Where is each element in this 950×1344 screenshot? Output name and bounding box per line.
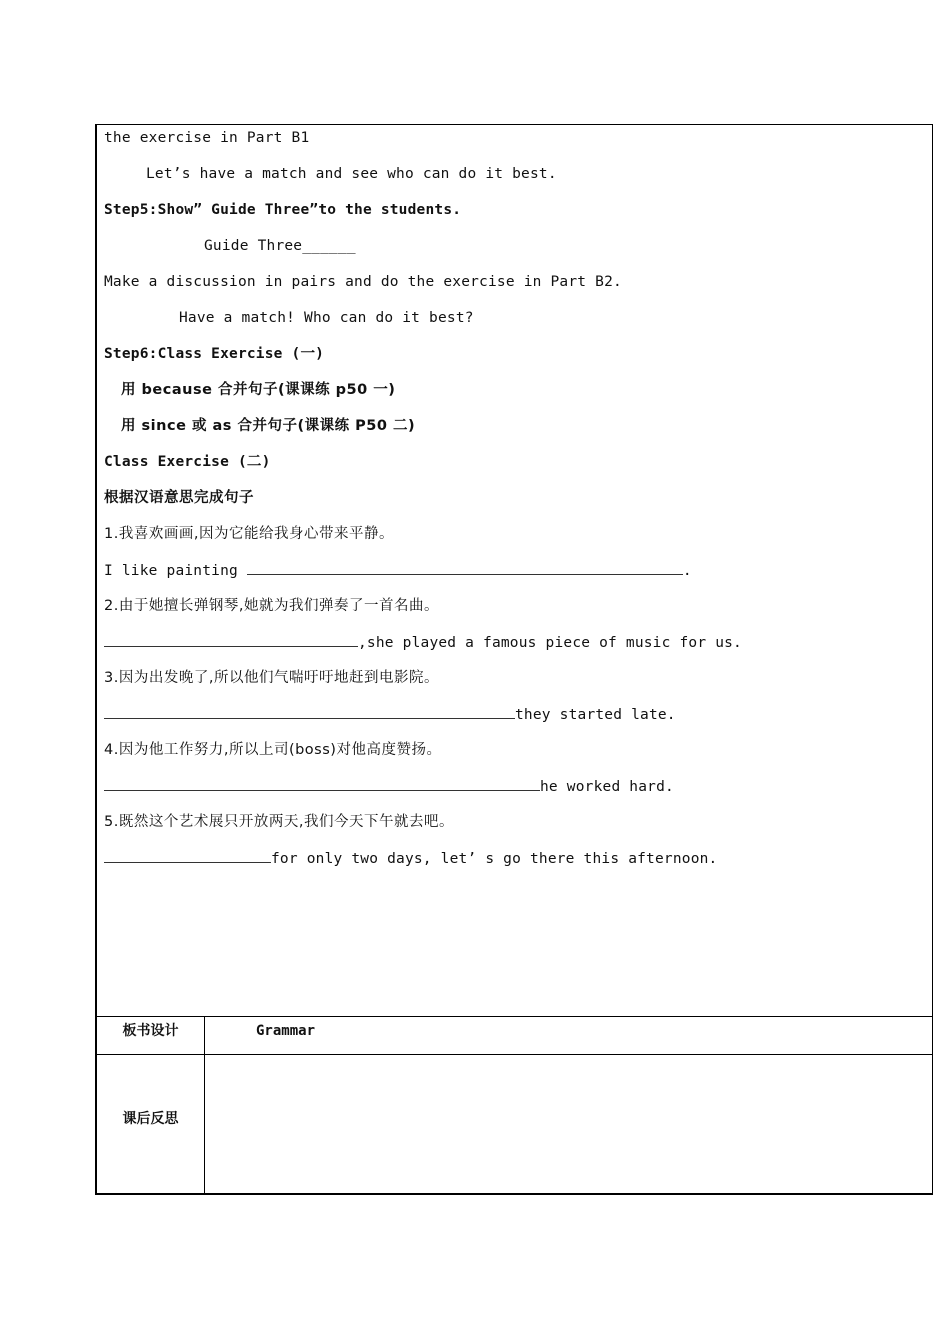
exercise-1-suffix: . xyxy=(682,563,692,579)
exercise-5-chinese: 5.既然这个艺术展只开放两天,我们今天下午就去吧。 xyxy=(104,814,454,830)
exercise-2-suffix: ,she played a famous piece of music for us. xyxy=(358,635,742,651)
exercise-3-english xyxy=(104,704,676,725)
exercise-3-blank[interactable] xyxy=(104,704,515,719)
bottom-table-column-divider xyxy=(204,1016,205,1194)
because-instruction: 用 because 合并句子(课课练 p50 一) xyxy=(121,382,396,398)
step5-heading: Step5:Show” Guide Three”to the students. xyxy=(104,202,462,218)
text-line-match: Let’s have a match and see who can do it best. xyxy=(146,166,557,182)
exercise-3-chinese: 3.因为出发晚了,所以他们气喘吁吁地赶到电影院。 xyxy=(104,670,439,686)
reflection-value[interactable] xyxy=(216,1064,916,1184)
exercise-4-blank[interactable] xyxy=(104,776,540,791)
text-line-discussion: Make a discussion in pairs and do the exercise in Part B2. xyxy=(104,274,622,290)
exercise-1-chinese: 1.我喜欢画画,因为它能给我身心带来平静。 xyxy=(104,526,394,542)
exercise-1-prefix: I like painting xyxy=(104,563,247,579)
exercise-4-chinese: 4.因为他工作努力,所以上司(boss)对他高度赞扬。 xyxy=(104,742,442,758)
exercise-1-english xyxy=(104,560,692,581)
exercise-2-blank[interactable] xyxy=(104,632,358,647)
text-line-part-b1: the exercise in Part B1 xyxy=(104,130,310,146)
translate-instruction: 根据汉语意思完成句子 xyxy=(104,490,254,506)
guide-three-label: Guide Three______ xyxy=(204,238,356,254)
exercise-3-suffix: they started late. xyxy=(515,707,676,723)
board-design-row-top-border xyxy=(96,1016,933,1017)
class-exercise-two-heading: Class Exercise (二) xyxy=(104,454,271,470)
exercise-5-suffix: for only two days, let’ s go there this afternoon. xyxy=(271,851,718,867)
reflection-label: 课后反思 xyxy=(122,1111,179,1127)
exercise-1-blank[interactable] xyxy=(247,560,683,575)
exercise-2-english xyxy=(104,632,742,653)
exercise-5-english xyxy=(104,848,718,869)
exercise-4-english xyxy=(104,776,674,797)
reflection-row-top-border xyxy=(96,1054,933,1055)
step6-heading: Step6:Class Exercise (一) xyxy=(104,346,325,362)
since-as-instruction: 用 since 或 as 合并句子(课课练 P50 二) xyxy=(121,418,416,434)
text-line-have-a-match: Have a match! Who can do it best? xyxy=(179,310,474,326)
exercise-2-chinese: 2.由于她擅长弹钢琴,她就为我们弹奏了一首名曲。 xyxy=(104,598,439,614)
board-design-value: Grammar xyxy=(256,1023,316,1039)
board-design-label: 板书设计 xyxy=(122,1023,179,1039)
exercise-4-suffix: he worked hard. xyxy=(540,779,674,795)
exercise-5-blank[interactable] xyxy=(104,848,271,863)
